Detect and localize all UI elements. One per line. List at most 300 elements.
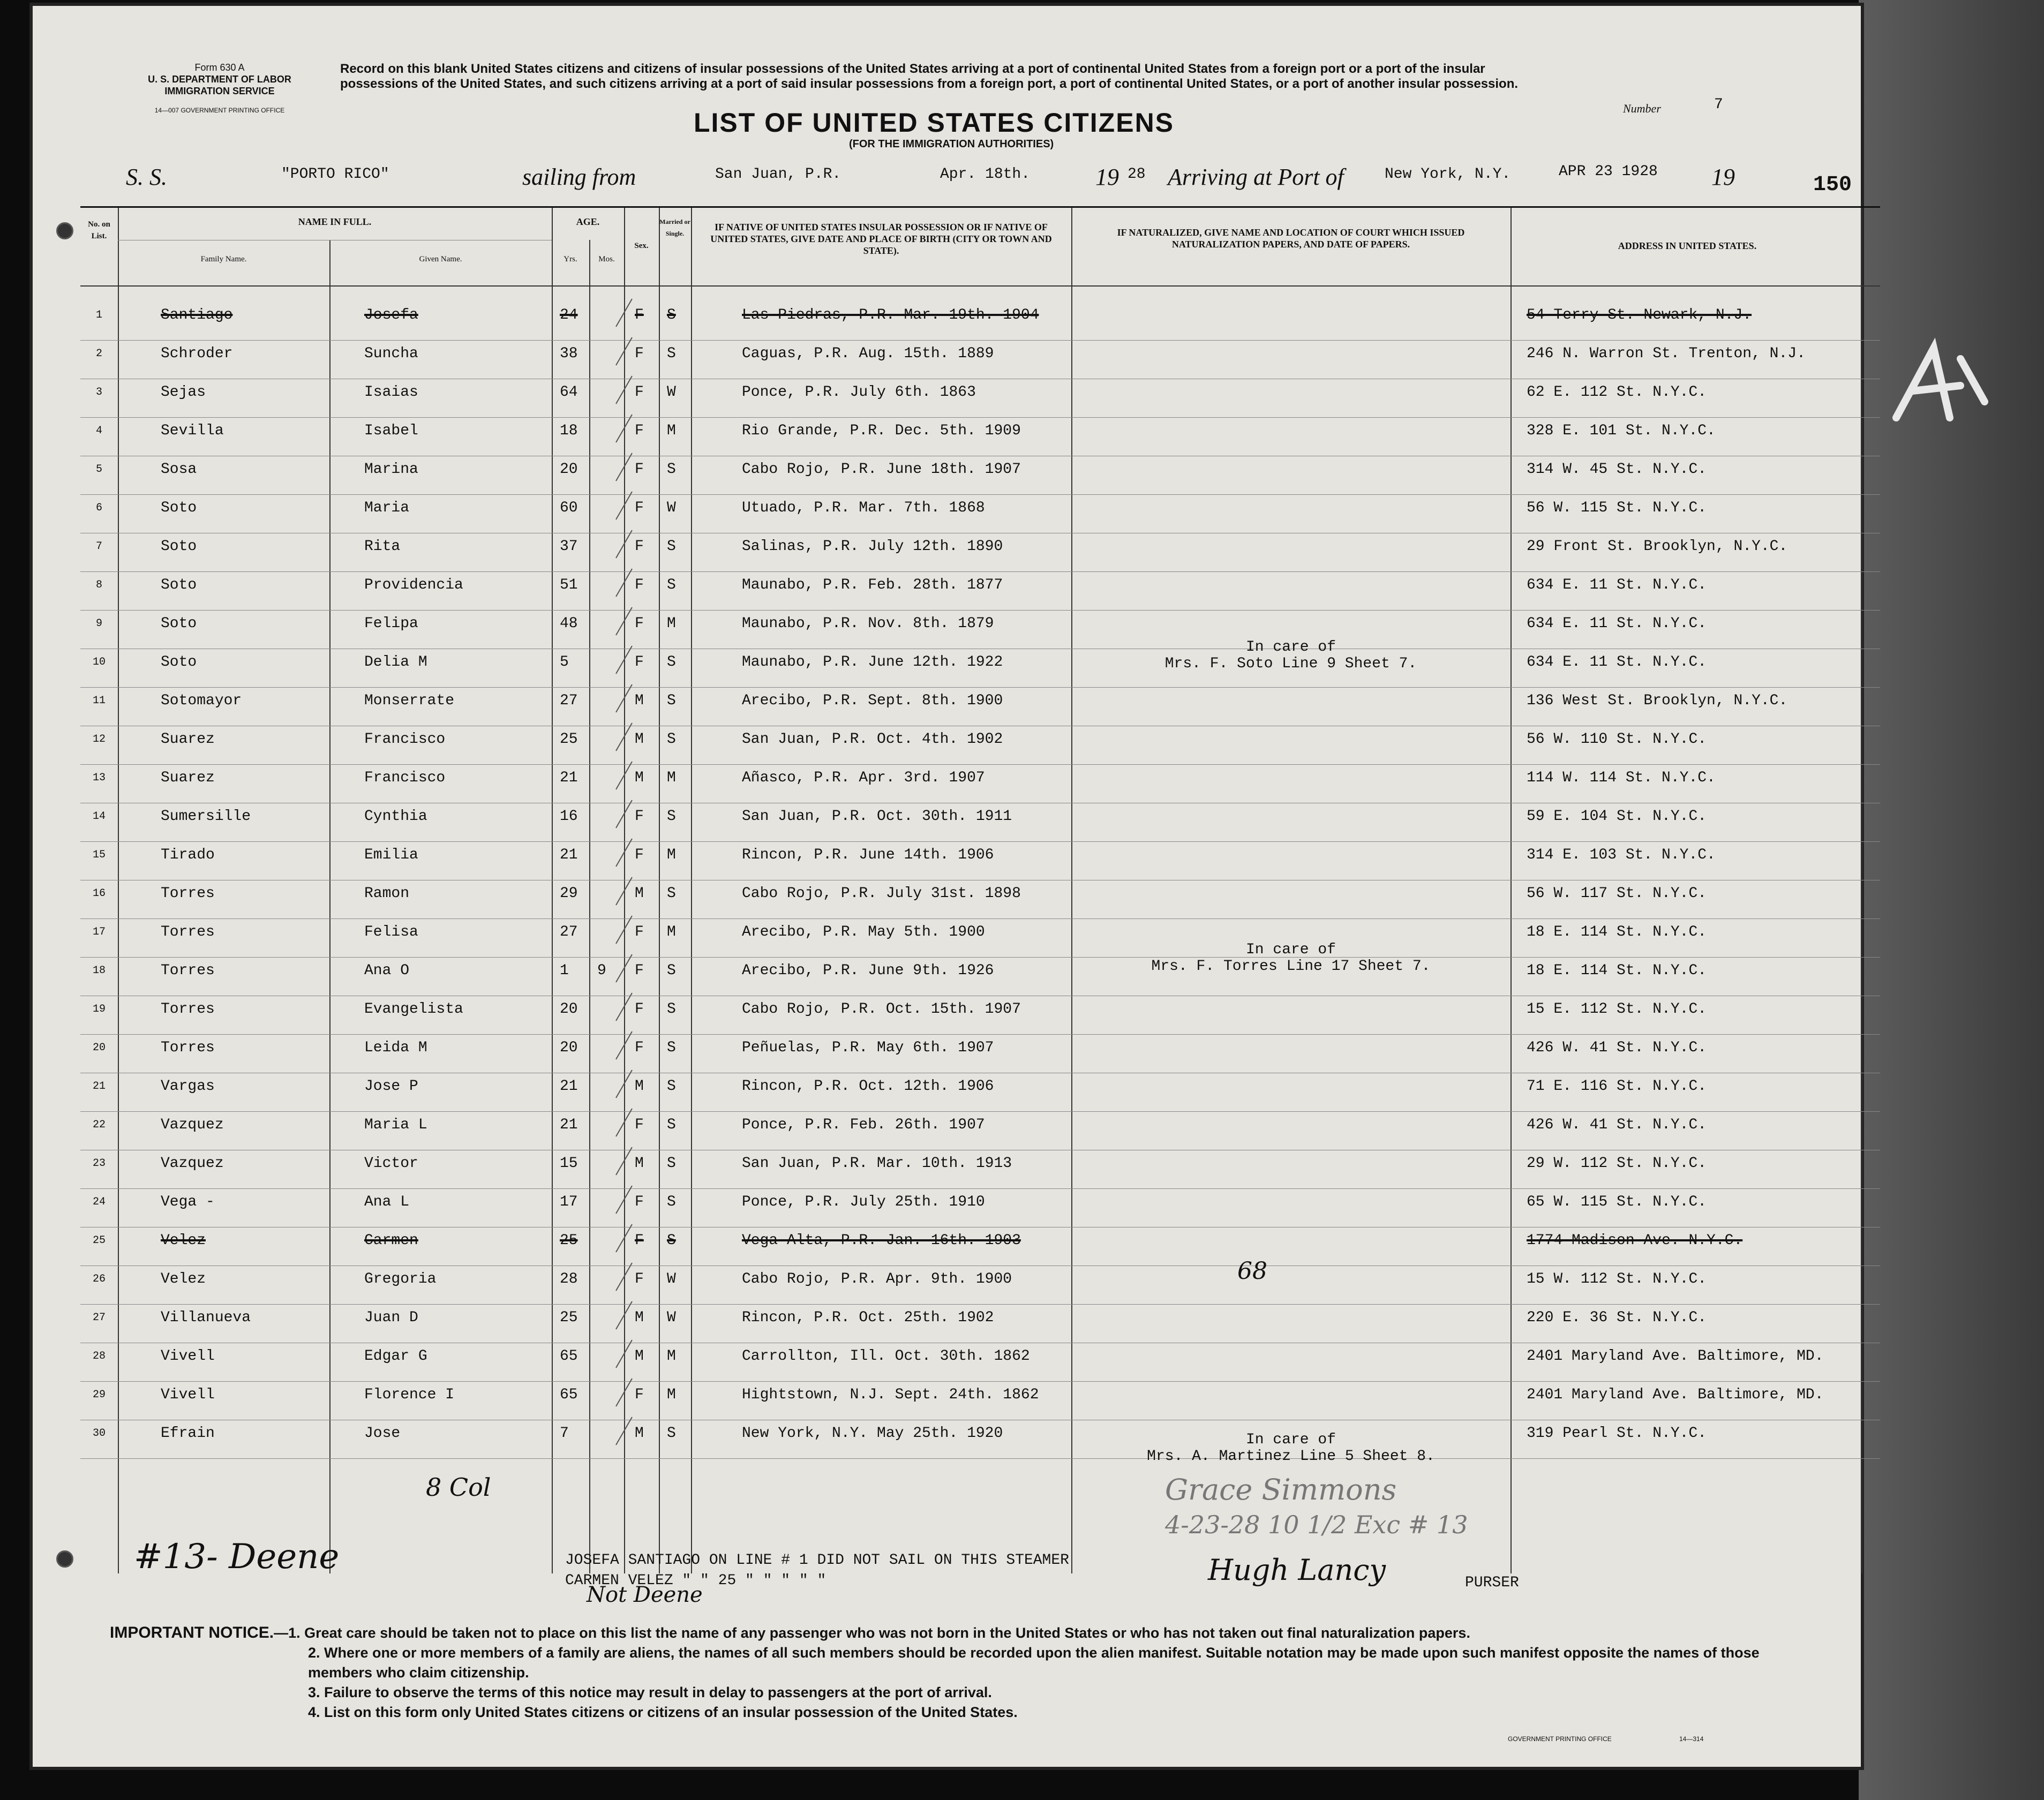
- birth-place-date: Peñuelas, P.R. May 6th. 1907: [742, 1040, 994, 1056]
- family-name: Velez: [161, 1232, 206, 1249]
- given-name: Rita: [364, 538, 401, 555]
- table-row: [80, 1232, 1880, 1271]
- marital-status: S: [667, 1194, 676, 1210]
- sex: F: [635, 1232, 644, 1249]
- birth-place-date: Maunabo, P.R. Feb. 28th. 1877: [742, 577, 1003, 593]
- binder-hole-icon: [56, 1550, 73, 1568]
- family-name: Suarez: [161, 770, 215, 786]
- marital-status: S: [667, 1078, 676, 1095]
- sex: F: [635, 924, 644, 940]
- sex: F: [635, 577, 644, 593]
- given-name: Emilia: [364, 847, 418, 863]
- given-name: Josefa: [364, 307, 418, 323]
- gpo-code: 14—314: [1679, 1735, 1704, 1743]
- departure-port: San Juan, P.R.: [715, 166, 841, 183]
- age-years: 65: [560, 1387, 578, 1403]
- birth-place-date: Cabo Rojo, P.R. June 18th. 1907: [742, 461, 1021, 478]
- marital-status: W: [667, 500, 676, 516]
- care-note-martinez: In care of Mrs. A. Martinez Line 5 Sheet 8.: [1147, 1432, 1435, 1465]
- family-name: Tirado: [161, 847, 215, 863]
- table-row: [80, 1309, 1880, 1348]
- given-name: Providencia: [364, 577, 463, 593]
- row-rule: [80, 918, 1880, 919]
- handwritten-carmen: Not Deene: [587, 1583, 703, 1607]
- address: 29 Front St. Brooklyn, N.Y.C.: [1527, 538, 1788, 555]
- notice-lead: IMPORTANT NOTICE.: [110, 1624, 274, 1641]
- row-number: 21: [92, 1080, 106, 1093]
- table-row: [80, 962, 1880, 1001]
- row-number: 3: [95, 386, 102, 398]
- row-number: 29: [92, 1389, 106, 1401]
- age-years: 21: [560, 770, 578, 786]
- given-name: Evangelista: [364, 1001, 463, 1018]
- row-number: 10: [92, 656, 106, 668]
- family-name: Vivell: [161, 1387, 215, 1403]
- age-years: 37: [560, 538, 578, 555]
- birth-place-date: Arecibo, P.R. June 9th. 1926: [742, 962, 994, 979]
- birth-place-date: Hightstown, N.J. Sept. 24th. 1862: [742, 1387, 1039, 1403]
- handwritten-68: 68: [1237, 1257, 1267, 1285]
- given-name: Marina: [364, 461, 418, 478]
- arriving-label: Arriving at Port of: [1168, 164, 1344, 190]
- row-number: 24: [92, 1196, 106, 1208]
- marital-status: W: [667, 1271, 676, 1287]
- row-number: 17: [92, 926, 106, 938]
- row-rule: [80, 1381, 1880, 1382]
- record-instructions: Record on this blank United States citizens and citizens of insular possessions of the United States arriving at a port of continental United States from a foreign port or a port of the insular possessions of the United States, and such citizens arriving at a port of said insular possessions from a foreign port, a port of continental United States, or a port of another insular possession.: [340, 62, 1519, 91]
- table-row: [80, 1117, 1880, 1155]
- birth-place-date: Rincon, P.R. Oct. 12th. 1906: [742, 1078, 994, 1095]
- row-number: 20: [92, 1042, 106, 1054]
- table-row: [80, 924, 1880, 962]
- age-years: 48: [560, 615, 578, 632]
- row-number: 11: [92, 695, 106, 707]
- col-yrs: Yrs.: [563, 255, 577, 263]
- form-number: Form 630 A: [194, 62, 245, 73]
- row-rule: [80, 340, 1880, 341]
- marital-status: M: [667, 615, 676, 632]
- family-name: Villanueva: [161, 1309, 251, 1326]
- form-header-block: [139, 62, 300, 116]
- family-name: Torres: [161, 885, 215, 902]
- family-name: Torres: [161, 1001, 215, 1018]
- birth-place-date: Las Piedras, P.R. Mar. 19th. 1904: [742, 307, 1039, 323]
- adjacent-page-edge: [1859, 0, 2044, 1800]
- address: 634 E. 11 St. N.Y.C.: [1527, 615, 1707, 632]
- given-name: Carmen: [364, 1232, 418, 1249]
- row-number: 19: [92, 1003, 106, 1015]
- address: 56 W. 115 St. N.Y.C.: [1527, 500, 1707, 516]
- family-name: Schroder: [161, 345, 233, 362]
- birth-place-date: San Juan, P.R. Mar. 10th. 1913: [742, 1155, 1012, 1172]
- address: 2401 Maryland Ave. Baltimore, MD.: [1527, 1387, 1824, 1403]
- birth-place-date: Utuado, P.R. Mar. 7th. 1868: [742, 500, 985, 516]
- birth-place-date: Añasco, P.R. Apr. 3rd. 1907: [742, 770, 985, 786]
- table-row: [80, 1387, 1880, 1425]
- marital-status: M: [667, 1348, 676, 1365]
- family-name: Soto: [161, 654, 197, 671]
- birth-place-date: Arecibo, P.R. May 5th. 1900: [742, 924, 985, 940]
- marital-status: M: [667, 770, 676, 786]
- row-number: 28: [92, 1350, 106, 1362]
- row-number: 7: [95, 540, 102, 553]
- table-row: [80, 654, 1880, 692]
- row-number: 4: [95, 425, 102, 437]
- given-name: Leida M: [364, 1040, 427, 1056]
- sex: F: [635, 615, 644, 632]
- age-years: 25: [560, 1309, 578, 1326]
- row-number: 15: [92, 849, 106, 861]
- department: U. S. DEPARTMENT OF LABOR: [148, 74, 291, 85]
- sex: F: [635, 962, 644, 979]
- family-name: Soto: [161, 500, 197, 516]
- family-name: Torres: [161, 924, 215, 940]
- family-name: Soto: [161, 577, 197, 593]
- address: 54 Terry St. Newark, N.J.: [1527, 307, 1752, 323]
- age-months: 9: [597, 962, 606, 979]
- row-rule: [80, 494, 1880, 495]
- family-name: Vivell: [161, 1348, 215, 1365]
- address: 15 W. 112 St. N.Y.C.: [1527, 1271, 1707, 1287]
- col-age: AGE.: [576, 216, 600, 227]
- age-years: 60: [560, 500, 578, 516]
- address: 56 W. 110 St. N.Y.C.: [1527, 731, 1707, 748]
- address: 18 E. 114 St. N.Y.C.: [1527, 962, 1707, 979]
- family-name: Santiago: [161, 307, 233, 323]
- birth-place-date: San Juan, P.R. Oct. 30th. 1911: [742, 808, 1012, 825]
- birth-place-date: Ponce, P.R. July 6th. 1863: [742, 384, 976, 401]
- footer-note-2: CARMEN VELEZ " " 25 " " " " ": [565, 1572, 826, 1589]
- birth-place-date: Maunabo, P.R. June 12th. 1922: [742, 654, 1003, 671]
- age-years: 24: [560, 307, 578, 323]
- row-number: 25: [92, 1234, 106, 1247]
- address: 426 W. 41 St. N.Y.C.: [1527, 1117, 1707, 1133]
- age-years: 18: [560, 423, 578, 439]
- sex: F: [635, 1271, 644, 1287]
- birth-place-date: Arecibo, P.R. Sept. 8th. 1900: [742, 692, 1003, 709]
- family-name: Sevilla: [161, 423, 224, 439]
- given-name: Isabel: [364, 423, 418, 439]
- marital-status: M: [667, 847, 676, 863]
- row-number: 14: [92, 810, 106, 823]
- marital-status: M: [667, 924, 676, 940]
- row-rule: [80, 687, 1880, 688]
- given-name: Isaias: [364, 384, 418, 401]
- given-name: Victor: [364, 1155, 418, 1172]
- print-code: 14—007: [154, 107, 179, 114]
- table-row: [80, 461, 1880, 500]
- family-name: Soto: [161, 538, 197, 555]
- age-years: 17: [560, 1194, 578, 1210]
- sex: M: [635, 1078, 644, 1095]
- table-row: [80, 731, 1880, 770]
- marital-status: S: [667, 307, 676, 323]
- marital-status: S: [667, 1232, 676, 1249]
- address: 634 E. 11 St. N.Y.C.: [1527, 654, 1707, 671]
- address: 319 Pearl St. N.Y.C.: [1527, 1425, 1707, 1442]
- row-rule: [80, 1304, 1880, 1305]
- marital-status: S: [667, 885, 676, 902]
- birth-place-date: Carrollton, Ill. Oct. 30th. 1862: [742, 1348, 1030, 1365]
- row-rule: [80, 1034, 1880, 1035]
- given-name: Felipa: [364, 615, 418, 632]
- sex: F: [635, 461, 644, 478]
- table-row: [80, 770, 1880, 808]
- sex: F: [635, 654, 644, 671]
- sex: F: [635, 1387, 644, 1403]
- footer-note-1: JOSEFA SANTIAGO ON LINE # 1 DID NOT SAIL ON THIS STEAMER: [565, 1552, 1069, 1569]
- page-title: LIST OF UNITED STATES CITIZENS: [694, 108, 1175, 138]
- table-row: [80, 1194, 1880, 1232]
- table-row: [80, 577, 1880, 615]
- row-number: 5: [95, 463, 102, 476]
- age-years: 51: [560, 577, 578, 593]
- birth-place-date: Caguas, P.R. Aug. 15th. 1889: [742, 345, 994, 362]
- table-row: [80, 808, 1880, 847]
- marital-status: S: [667, 808, 676, 825]
- table-row: [80, 345, 1880, 384]
- birth-place-date: Ponce, P.R. July 25th. 1910: [742, 1194, 985, 1210]
- care-note-soto: In care of Mrs. F. Soto Line 9 Sheet 7.: [1164, 639, 1417, 672]
- table-row: [80, 615, 1880, 654]
- table-row: [80, 1348, 1880, 1387]
- age-years: 20: [560, 1001, 578, 1018]
- table-row: [80, 538, 1880, 577]
- age-years: 25: [560, 1232, 578, 1249]
- given-name: Francisco: [364, 731, 446, 748]
- table-row: [80, 1425, 1880, 1464]
- notice-4: 4. List on this form only United States citizens or citizens of an insular possession of the United States.: [308, 1704, 1018, 1720]
- address: 29 W. 112 St. N.Y.C.: [1527, 1155, 1707, 1172]
- address: 59 E. 104 St. N.Y.C.: [1527, 808, 1707, 825]
- arrival-year-prefix: 19: [1711, 164, 1735, 190]
- age-years: 21: [560, 1078, 578, 1095]
- important-notice: [110, 1623, 1797, 1722]
- purser-signature: Hugh Lancy: [1208, 1553, 1386, 1587]
- family-name: Vargas: [161, 1078, 215, 1095]
- row-number: 12: [92, 733, 106, 745]
- table-row: [80, 500, 1880, 538]
- birth-place-date: Ponce, P.R. Feb. 26th. 1907: [742, 1117, 985, 1133]
- sex: M: [635, 731, 644, 748]
- age-years: 15: [560, 1155, 578, 1172]
- age-years: 27: [560, 692, 578, 709]
- row-number: 1: [95, 309, 102, 321]
- marital-status: W: [667, 1309, 676, 1326]
- age-years: 7: [560, 1425, 569, 1442]
- sex: M: [635, 885, 644, 902]
- row-number: 22: [92, 1119, 106, 1131]
- table-row: [80, 885, 1880, 924]
- marital-status: S: [667, 962, 676, 979]
- purser-label: PURSER: [1465, 1575, 1519, 1591]
- marital-status: S: [667, 1425, 676, 1442]
- col-no: No. on List.: [88, 220, 110, 240]
- row-number: 27: [92, 1312, 106, 1324]
- marital-status: S: [667, 731, 676, 748]
- marital-status: W: [667, 384, 676, 401]
- given-name: Florence I: [364, 1387, 455, 1403]
- handwritten-col: 8 Col: [426, 1473, 491, 1502]
- address: 136 West St. Brooklyn, N.Y.C.: [1527, 692, 1788, 709]
- row-number: 2: [95, 348, 102, 360]
- given-name: Ramon: [364, 885, 410, 902]
- given-name: Francisco: [364, 770, 446, 786]
- address: 1774 Madison Ave. N.Y.C.: [1527, 1232, 1743, 1249]
- family-name: Sumersille: [161, 808, 251, 825]
- page-subtitle: (FOR THE IMMIGRATION AUTHORITIES): [849, 138, 1054, 150]
- row-rule: [80, 841, 1880, 842]
- handwritten-margin-mark: [1885, 337, 1993, 434]
- ship-name: "PORTO RICO": [281, 166, 389, 183]
- given-name: Suncha: [364, 345, 418, 362]
- row-rule: [80, 610, 1880, 611]
- family-name: Torres: [161, 962, 215, 979]
- departure-date: Apr. 18th.: [940, 166, 1031, 183]
- row-rule: [80, 571, 1880, 572]
- page-number: 150: [1813, 173, 1852, 197]
- address: 314 W. 45 St. N.Y.C.: [1527, 461, 1707, 478]
- family-name: Efrain: [161, 1425, 215, 1442]
- given-name: Ana O: [364, 962, 410, 979]
- family-name: Torres: [161, 1040, 215, 1056]
- table-row: [80, 423, 1880, 461]
- col-marital: Married or Single.: [659, 218, 690, 237]
- table-row: [80, 1271, 1880, 1309]
- address: 246 N. Warron St. Trenton, N.J.: [1527, 345, 1806, 362]
- notice-3: 3. Failure to observe the terms of this notice may result in delay to passengers at the port of arrival.: [308, 1684, 992, 1700]
- table-row: [80, 384, 1880, 423]
- number-value: 7: [1714, 96, 1723, 113]
- family-name: Sejas: [161, 384, 206, 401]
- row-number: 26: [92, 1273, 106, 1285]
- sex: F: [635, 307, 644, 323]
- age-years: 38: [560, 345, 578, 362]
- age-years: 21: [560, 1117, 578, 1133]
- marital-status: S: [667, 692, 676, 709]
- age-years: 1: [560, 962, 569, 979]
- given-name: Juan D: [364, 1309, 418, 1326]
- birth-place-date: Cabo Rojo, P.R. Apr. 9th. 1900: [742, 1271, 1012, 1287]
- family-name: Velez: [161, 1271, 206, 1287]
- sex: M: [635, 1155, 644, 1172]
- sex: F: [635, 384, 644, 401]
- age-years: 27: [560, 924, 578, 940]
- table-row: [80, 1040, 1880, 1078]
- age-years: 5: [560, 654, 569, 671]
- given-name: Monserrate: [364, 692, 455, 709]
- notice-1: —1. Great care should be taken not to place on this list the name of any passenger who was not born in the United States or who has not taken out final naturalization papers.: [274, 1625, 1470, 1641]
- table-row: [80, 692, 1880, 731]
- col-mos: Mos.: [598, 255, 615, 263]
- col-sex: Sex.: [634, 242, 649, 250]
- birth-place-date: Vega Alta, P.R. Jan. 16th. 1903: [742, 1232, 1021, 1249]
- sex: M: [635, 1425, 644, 1442]
- care-note-torres: In care of Mrs. F. Torres Line 17 Sheet 7.: [1151, 942, 1431, 975]
- given-name: Ana L: [364, 1194, 410, 1210]
- address: 2401 Maryland Ave. Baltimore, MD.: [1527, 1348, 1824, 1365]
- birth-place-date: Maunabo, P.R. Nov. 8th. 1879: [742, 615, 994, 632]
- family-name: Vazquez: [161, 1117, 224, 1133]
- family-name: Soto: [161, 615, 197, 632]
- handwritten-date: 4-23-28 10 1/2 Exc # 13: [1165, 1510, 1468, 1539]
- family-name: Vazquez: [161, 1155, 224, 1172]
- sex: F: [635, 538, 644, 555]
- sex: F: [635, 1001, 644, 1018]
- address: 328 E. 101 St. N.Y.C.: [1527, 423, 1716, 439]
- table-row: [80, 1078, 1880, 1117]
- row-rule: [80, 417, 1880, 418]
- ss-label: S. S.: [126, 164, 167, 190]
- marital-status: S: [667, 577, 676, 593]
- departure-year: 28: [1128, 166, 1146, 183]
- row-rule: [80, 1188, 1880, 1189]
- sailing-label: sailing from: [522, 164, 636, 190]
- address: 426 W. 41 St. N.Y.C.: [1527, 1040, 1707, 1056]
- table-row: [80, 1155, 1880, 1194]
- birth-place-date: Cabo Rojo, P.R. July 31st. 1898: [742, 885, 1021, 902]
- marital-status: S: [667, 654, 676, 671]
- row-number: 23: [92, 1157, 106, 1170]
- birth-place-date: New York, N.Y. May 25th. 1920: [742, 1425, 1003, 1442]
- row-rule: [80, 1458, 1880, 1459]
- marital-status: S: [667, 1040, 676, 1056]
- footer-notes: [565, 1550, 1069, 1591]
- marital-status: S: [667, 538, 676, 555]
- row-number: 13: [92, 772, 106, 784]
- manifest-sheet: [29, 3, 1864, 1770]
- col-naturalized: IF NATURALIZED, GIVE NAME AND LOCATION OF COURT WHICH ISSUED NATURALIZATION PAPERS, AND DATE OF PAPERS.: [1117, 227, 1465, 250]
- age-years: 21: [560, 847, 578, 863]
- marital-status: S: [667, 1155, 676, 1172]
- notice-2: 2. Where one or more members of a family are aliens, the names of all such members should be recorded upon the alien manifest. Suitable notation may be made upon such manifest opposite the names of those members who claim citizenship.: [308, 1645, 1760, 1681]
- family-name: Suarez: [161, 731, 215, 748]
- row-number: 30: [92, 1427, 106, 1440]
- year-prefix: 19: [1095, 164, 1119, 190]
- col-given-name: Given Name.: [419, 255, 462, 263]
- address: 18 E. 114 St. N.Y.C.: [1527, 924, 1707, 940]
- row-rule: [80, 957, 1880, 958]
- sex: F: [635, 1117, 644, 1133]
- family-name: Sosa: [161, 461, 197, 478]
- address: 15 E. 112 St. N.Y.C.: [1527, 1001, 1707, 1018]
- address: 114 W. 114 St. N.Y.C.: [1527, 770, 1716, 786]
- handwritten-deene: #13- Deene: [134, 1537, 340, 1577]
- marital-status: S: [667, 1117, 676, 1133]
- table-row: [80, 1001, 1880, 1040]
- age-years: 28: [560, 1271, 578, 1287]
- col-birth: IF NATIVE OF UNITED STATES INSULAR POSSESSION OR IF NATIVE OF UNITED STATES, GIVE DATE AND PLACE OF BIRTH (CITY OR TOWN AND STATE).: [710, 222, 1052, 256]
- age-years: 25: [560, 731, 578, 748]
- given-name: Jose P: [364, 1078, 418, 1095]
- address: 56 W. 117 St. N.Y.C.: [1527, 885, 1707, 902]
- print-office: GOVERNMENT PRINTING OFFICE: [181, 107, 285, 114]
- given-name: Delia M: [364, 654, 427, 671]
- birth-place-date: Rio Grande, P.R. Dec. 5th. 1909: [742, 423, 1021, 439]
- age-years: 29: [560, 885, 578, 902]
- age-years: 16: [560, 808, 578, 825]
- given-name: Maria: [364, 500, 410, 516]
- row-rule: [80, 1111, 1880, 1112]
- service: IMMIGRATION SERVICE: [164, 86, 275, 96]
- gpo-label: GOVERNMENT PRINTING OFFICE: [1508, 1735, 1612, 1743]
- given-name: Edgar G: [364, 1348, 427, 1365]
- address: 314 E. 103 St. N.Y.C.: [1527, 847, 1716, 863]
- arrival-port: New York, N.Y.: [1385, 166, 1511, 183]
- marital-status: S: [667, 1001, 676, 1018]
- given-name: Jose: [364, 1425, 401, 1442]
- passenger-table: [80, 206, 1880, 1573]
